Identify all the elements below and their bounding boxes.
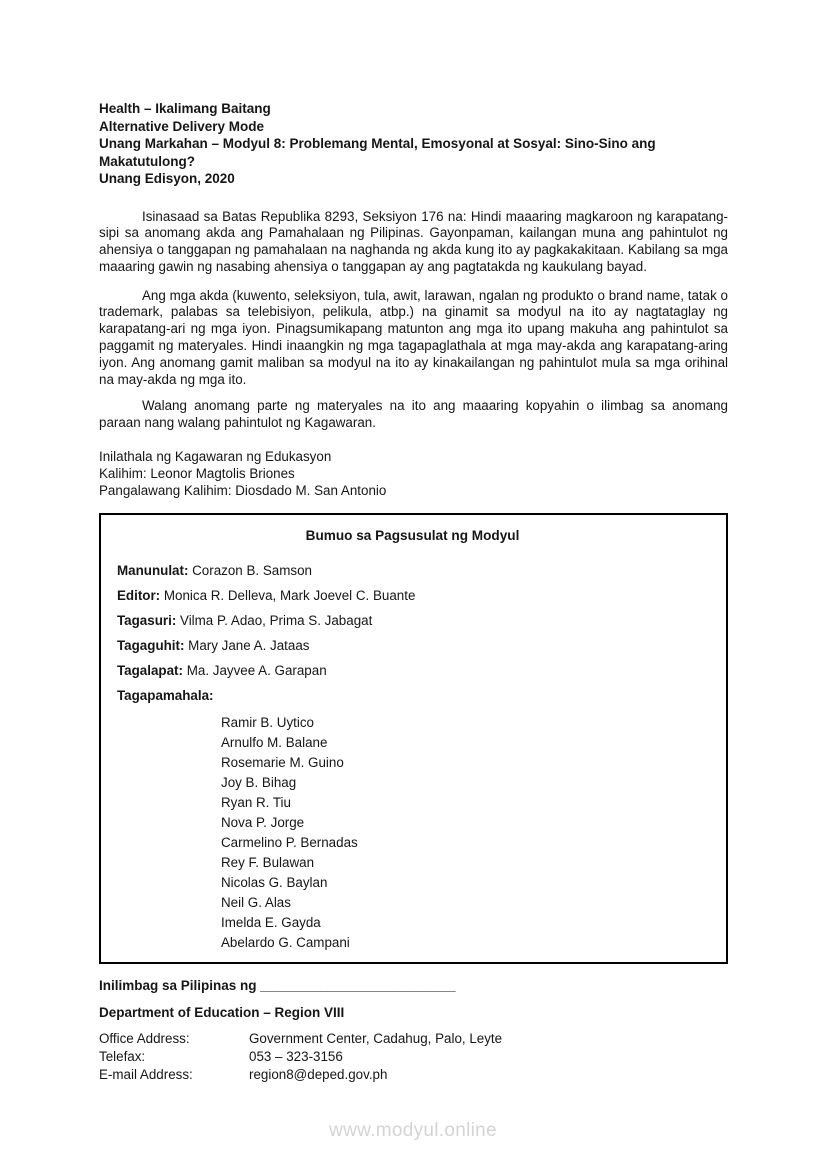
role-label: Editor: [117,587,161,603]
contact-value: Government Center, Cadahug, Palo, Leyte [249,1030,503,1046]
copyright-page [99,100,728,1084]
manager-name: Nova P. Jorge [221,814,305,830]
copyright-paragraph-2: Ang mga akda (kuwento, seleksiyon, tula, awit, larawan, ngalan ng produkto o brand name, tatak o trademark, palabas sa telebisiyon, pelikula, atbp.) na ginamit sa modyul na ito ay nagtataglay ng karapatang-ari ng mga iyon. Pinagsumikapang matunton ang mga ito upang makuha ang pahintulot sa paggamit ng materyales. Hindi inaangkin ng mga tagapaglathala at mga may-akda ang karapatang-aring iyon. Ang anomang gamit maliban sa modyul na ito ay kinakailangan ng pahintulot mula sa mga orihinal na may-akda ng mga ito. [99,287,728,387]
role-value: Corazon B. Samson [192,562,312,578]
role-label: Tagapamahala: [117,687,214,703]
module-title-line: Unang Markahan – Modyul 8: Problemang Mental, Emosyonal at Sosyal: Sino-Sino ang Makatutulong? [99,136,656,169]
role-label: Tagaguhit: [117,637,185,653]
role-editor [117,588,708,604]
manager-name: Neil G. Alas [221,894,291,910]
development-team-box [99,513,728,964]
manager-name: Abelardo G. Campani [221,934,350,950]
printed-by-blank: __________________________ [260,977,456,993]
role-value: Ma. Jayvee A. Garapan [186,662,327,678]
contact-row-office-address [99,1030,728,1048]
manager-name: Rey F. Bulawan [221,854,315,870]
manager-name: Ryan R. Tiu [221,794,291,810]
contact-label: Telefax: [99,1048,146,1064]
printed-in-philippines-line [99,977,728,994]
role-value: Monica R. Delleva, Mark Joevel C. Buante [163,587,416,603]
manager-name: Joy B. Bihag [221,774,297,790]
contact-value: region8@deped.gov.ph [249,1066,388,1082]
management-team-list [221,713,708,953]
role-label: Tagalapat: [117,662,183,678]
development-team-title: Bumuo sa Pagsusulat ng Modyul [305,527,520,543]
manager-name: Nicolas G. Baylan [221,874,328,890]
role-reviewer [117,613,708,629]
role-writer [117,563,708,579]
manager-name: Ramir B. Uytico [221,714,315,730]
role-label: Manunulat: [117,562,189,578]
role-value: Mary Jane A. Jataas [188,637,310,653]
contact-block [99,1030,728,1084]
role-value: Vilma P. Adao, Prima S. Jabagat [180,612,373,628]
module-edition-line: Unang Edisyon, 2020 [99,171,235,186]
undersecretary-line: Pangalawang Kalihim: Diosdado M. San Antonio [99,483,387,499]
role-label: Tagasuri: [117,612,177,628]
contact-row-email [99,1066,728,1084]
printed-by-label: Inilimbag sa Pilipinas ng [99,977,261,993]
role-illustrator [117,638,708,654]
secretary-line: Kalihim: Leonor Magtolis Briones [99,466,295,482]
contact-value: 053 – 323-3156 [249,1048,343,1064]
copyright-paragraph-1: Isinasaad sa Batas Republika 8293, Seksiyon 176 na: Hindi maaaring magkaroon ng karapatang-sipi sa anomang akda ang Pamahalaan ng Pilipinas. Gayonpaman, kailangan muna ang pahintulot ng ahensiya o tanggapan ng pamahalaan na naghanda ng akda kung ito ay pagkakakitaan. Kabilang sa mga maaaring gawin ng nasabing ahensiya o tanggapan ay ang pagtatakda ng kaukulang bayad. [99,208,728,274]
role-layout-artist [117,663,708,679]
module-mode-line: Alternative Delivery Mode [99,118,265,134]
department-region-line: Department of Education – Region VIII [99,1004,345,1020]
manager-name: Imelda E. Gayda [221,914,321,930]
manager-name: Carmelino P. Bernadas [221,834,358,850]
publisher-line: Inilathala ng Kagawaran ng Edukasyon [99,449,332,465]
manager-name: Arnulfo M. Balane [221,734,328,750]
site-watermark: www.modyul.online [329,1120,497,1141]
publisher-block [99,448,728,500]
module-header [99,100,728,188]
manager-name: Rosemarie M. Guino [221,754,344,770]
module-subject-line: Health – Ikalimang Baitang [99,101,271,116]
role-management [117,688,708,704]
copyright-paragraph-3: Walang anomang parte ng materyales na ito ang maaaring kopyahin o ilimbag sa anomang paraan nang walang pahintulot ng Kagawaran. [99,398,728,431]
contact-row-telefax [99,1048,728,1066]
contact-label: Office Address: [99,1030,190,1046]
contact-label: E-mail Address: [99,1066,193,1082]
